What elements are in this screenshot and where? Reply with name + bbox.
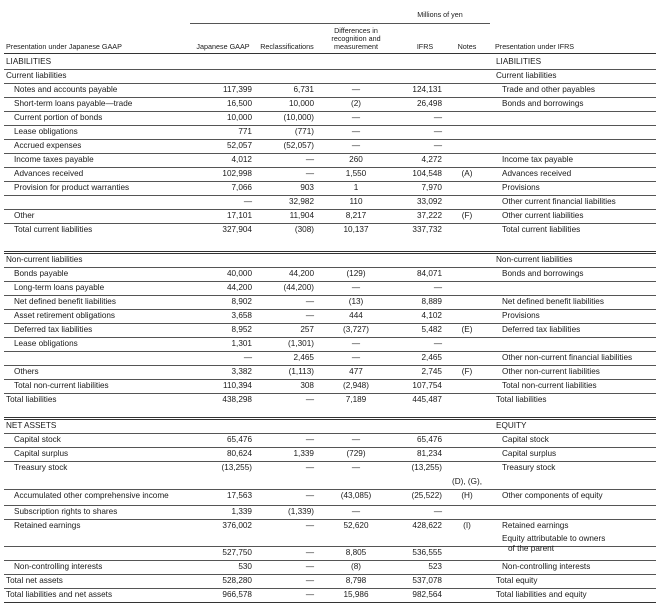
row-label-ifrs: Retained earnings — [502, 521, 569, 530]
value-reclass: 32,982 — [288, 197, 314, 206]
row-label-ifrs: Equity attributable to owners — [502, 534, 606, 543]
row-label-ifrs: Treasury stock — [502, 463, 556, 472]
value-diff: — — [351, 463, 361, 472]
row-label-jgaap: Total non-current liabilities — [14, 381, 109, 390]
row-label-ifrs: Total current liabilities — [502, 225, 581, 234]
value-diff: 1,550 — [345, 169, 367, 178]
value-jgaap: 17,563 — [226, 491, 252, 500]
value-reclass: — — [305, 491, 314, 500]
value-jgaap: 528,280 — [222, 576, 252, 585]
value-jgaap: — — [243, 197, 252, 206]
row-label-jgaap: Total current liabilities — [14, 225, 93, 234]
row-label-jgaap: Total net assets — [6, 576, 63, 585]
value-jgaap: 7,066 — [231, 183, 252, 192]
row-rule — [4, 209, 656, 210]
value-ifrs: (25,522) — [411, 491, 442, 500]
value-diff: 8,805 — [345, 548, 367, 557]
value-ifrs: — — [433, 141, 442, 150]
value-ifrs: — — [433, 113, 442, 122]
row-label-ifrs: Capital stock — [502, 435, 549, 444]
row-label-jgaap: Other — [14, 211, 35, 220]
value-ifrs: 124,131 — [412, 85, 442, 94]
row-label-ifrs: Other current liabilities — [502, 211, 584, 220]
value-ifrs: 33,092 — [416, 197, 442, 206]
row-label-ifrs: Provisions — [502, 311, 540, 320]
value-jgaap: 1,301 — [231, 339, 252, 348]
col-header-reclass: Reclassifications — [260, 42, 314, 51]
row-rule — [4, 153, 656, 154]
row-label-jgaap: Net defined benefit liabilities — [14, 297, 116, 306]
value-jgaap: 771 — [238, 127, 252, 136]
row-label-ifrs: Deferred tax liabilities — [502, 325, 581, 334]
row-label-ifrs: Current liabilities — [496, 71, 557, 80]
value-ifrs: 2,465 — [421, 353, 442, 362]
row-label-ifrs: Total liabilities and equity — [496, 590, 587, 599]
value-reclass: — — [305, 521, 314, 530]
row-label-jgaap: Others — [14, 367, 39, 376]
row-label-jgaap: Short-term loans payable—trade — [14, 99, 133, 108]
row-label-jgaap: Lease obligations — [14, 339, 78, 348]
row-label-ifrs: EQUITY — [496, 421, 527, 430]
row-label-jgaap: Current liabilities — [6, 71, 67, 80]
value-diff: (8) — [350, 562, 361, 571]
section-rule — [4, 251, 656, 252]
value-reclass: (308) — [294, 225, 314, 234]
row-label-ifrs: Total liabilities — [496, 395, 547, 404]
col-header-diff-2: recognition and — [331, 34, 381, 43]
value-jgaap: 110,394 — [223, 381, 252, 390]
value-reclass: — — [305, 548, 314, 557]
col-header-jgaap: Japanese GAAP — [196, 42, 250, 51]
row-label-jgaap: Accrued expenses — [14, 141, 82, 150]
value-ifrs: 5,482 — [421, 325, 442, 334]
value-reclass: (1,301) — [288, 339, 314, 348]
row-label-ifrs: Other components of equity — [502, 491, 603, 500]
value-ifrs: 445,487 — [412, 395, 442, 404]
row-label-jgaap: Non-current liabilities — [6, 255, 83, 264]
row-label-jgaap: Lease obligations — [14, 127, 78, 136]
value-notes: (A) — [461, 169, 473, 178]
value-jgaap: 8,902 — [231, 297, 252, 306]
row-label-jgaap: Capital stock — [14, 435, 61, 444]
row-label-jgaap: Advances received — [14, 169, 84, 178]
row-label-jgaap: NET ASSETS — [6, 421, 57, 430]
row-rule — [4, 519, 656, 520]
value-jgaap: 3,382 — [231, 367, 252, 376]
row-label-jgaap: Non-controlling interests — [14, 562, 103, 571]
value-ifrs: 523 — [428, 562, 442, 571]
value-reclass: (1,113) — [288, 367, 314, 376]
value-diff: 1 — [353, 183, 359, 192]
col-header-diff-1: Differences in — [334, 26, 378, 35]
value-ifrs: — — [433, 127, 442, 136]
value-diff: — — [351, 339, 361, 348]
value-ifrs: 536,555 — [412, 548, 442, 557]
value-reclass: — — [305, 169, 314, 178]
row-label-jgaap: Total liabilities — [6, 395, 57, 404]
col-header-right: Presentation under IFRS — [495, 42, 575, 51]
row-label-ifrs: Income tax payable — [502, 155, 574, 164]
value-jgaap: 16,500 — [226, 99, 252, 108]
value-jgaap: 438,298 — [222, 395, 252, 404]
row-rule — [4, 295, 656, 296]
row-label-jgaap: Provision for product warranties — [14, 183, 130, 192]
value-notes: (F) — [461, 211, 473, 220]
row-label-ifrs: Non-current liabilities — [496, 255, 573, 264]
value-jgaap: 527,750 — [222, 548, 252, 557]
row-label-ifrs: Other non-current liabilities — [502, 367, 600, 376]
row-rule — [4, 337, 656, 338]
row-rule — [4, 489, 656, 490]
value-ifrs: 65,476 — [416, 435, 442, 444]
row-label-jgaap: Current portion of bonds — [14, 113, 103, 122]
value-reclass: 44,200 — [288, 269, 314, 278]
value-reclass: — — [305, 395, 314, 404]
row-rule — [4, 433, 656, 434]
row-rule — [4, 111, 656, 112]
value-reclass: — — [305, 297, 314, 306]
value-jgaap: 10,000 — [226, 113, 252, 122]
value-diff: 15,986 — [343, 590, 369, 599]
row-rule — [4, 379, 656, 380]
value-reclass: 11,904 — [289, 211, 314, 220]
value-notes: (D), (G), — [451, 477, 482, 486]
value-diff: (43,085) — [340, 491, 372, 500]
row-label-jgaap: Bonds payable — [14, 269, 69, 278]
row-label-jgaap: Total liabilities and net assets — [6, 590, 113, 599]
value-diff: (13) — [348, 297, 364, 306]
value-ifrs: 37,222 — [416, 211, 442, 220]
row-label-jgaap: Retained earnings — [14, 521, 81, 530]
row-label-ifrs: Total equity — [496, 576, 538, 585]
row-label-jgaap: Long-term loans payable — [14, 283, 105, 292]
value-jgaap: 17,101 — [226, 211, 252, 220]
row-rule — [4, 309, 656, 310]
row-rule — [4, 574, 656, 575]
value-reclass: — — [305, 463, 314, 472]
row-label-jgaap: Asset retirement obligations — [14, 311, 116, 320]
value-ifrs: 84,071 — [416, 269, 442, 278]
value-notes: (I) — [463, 521, 471, 530]
value-jgaap: 65,476 — [226, 435, 252, 444]
value-reclass: — — [305, 576, 314, 585]
row-rule — [4, 97, 656, 98]
value-diff: (2) — [350, 99, 361, 108]
row-label-ifrs: Net defined benefit liabilities — [502, 297, 604, 306]
row-label-jgaap: Capital surplus — [14, 449, 69, 458]
value-reclass: (10,000) — [283, 113, 314, 122]
value-ifrs: — — [433, 283, 442, 292]
row-rule — [4, 223, 656, 224]
row-label-ifrs: Non-controlling interests — [502, 562, 591, 571]
col-header-ifrs: IFRS — [416, 42, 434, 51]
value-reclass: 10,000 — [288, 99, 314, 108]
value-ifrs: 982,564 — [412, 590, 442, 599]
row-label-ifrs: LIABILITIES — [496, 57, 542, 66]
row-rule — [4, 167, 656, 168]
value-diff: 8,798 — [345, 576, 367, 585]
row-rule — [4, 351, 656, 352]
row-rule — [4, 505, 656, 506]
value-diff: — — [351, 85, 361, 94]
value-ifrs: 104,548 — [412, 169, 442, 178]
value-reclass: — — [305, 311, 314, 320]
value-jgaap: — — [243, 353, 252, 362]
value-jgaap: 117,399 — [223, 85, 252, 94]
value-diff: — — [351, 435, 361, 444]
value-notes-cont: (H) — [461, 491, 473, 500]
row-label-ifrs: Bonds and borrowings — [502, 99, 584, 108]
row-label-ifrs: Advances received — [502, 169, 572, 178]
row-rule — [4, 83, 656, 84]
col-header-diff-3: measurement — [334, 42, 378, 51]
value-ifrs: 428,622 — [412, 521, 442, 530]
value-reclass: — — [305, 562, 314, 571]
value-jgaap: 3,658 — [231, 311, 252, 320]
row-rule — [4, 560, 656, 561]
value-diff: — — [351, 113, 361, 122]
value-ifrs: 26,498 — [416, 99, 442, 108]
value-jgaap: 52,057 — [226, 141, 252, 150]
row-rule — [4, 546, 656, 547]
col-header-left: Presentation under Japanese GAAP — [6, 42, 122, 51]
section-rule — [4, 419, 656, 420]
value-ifrs: 7,970 — [421, 183, 442, 192]
value-ifrs: — — [433, 339, 442, 348]
value-reclass: (771) — [294, 127, 314, 136]
value-diff: — — [351, 141, 361, 150]
value-ifrs: 8,889 — [421, 297, 442, 306]
units-rule — [190, 23, 490, 24]
value-diff: 260 — [349, 155, 363, 164]
value-jgaap: 4,012 — [231, 155, 252, 164]
section-rule — [4, 417, 656, 418]
value-reclass: (52,057) — [283, 141, 314, 150]
section-rule — [4, 253, 656, 254]
value-jgaap: 40,000 — [226, 269, 252, 278]
value-reclass: (1,339) — [288, 507, 314, 516]
row-rule — [4, 393, 656, 394]
row-label-ifrs: Capital surplus — [502, 449, 557, 458]
row-label-ifrs: Other non-current financial liabilities — [502, 353, 633, 362]
header-rule — [4, 53, 656, 54]
value-diff: (129) — [346, 269, 366, 278]
row-label-jgaap: LIABILITIES — [6, 57, 52, 66]
row-label-jgaap: Treasury stock — [14, 463, 68, 472]
value-ifrs: 4,102 — [421, 311, 442, 320]
value-reclass: — — [305, 155, 314, 164]
value-diff: 444 — [349, 311, 363, 320]
value-notes: (E) — [461, 325, 473, 334]
row-label-jgaap: Accumulated other comprehensive income — [14, 491, 169, 500]
row-rule — [4, 588, 656, 589]
value-ifrs: 337,732 — [412, 225, 442, 234]
value-diff: 10,137 — [343, 225, 369, 234]
col-header-notes: Notes — [457, 42, 477, 51]
value-notes: (F) — [461, 367, 473, 376]
value-ifrs: (13,255) — [411, 463, 442, 472]
value-diff: 477 — [349, 367, 363, 376]
value-jgaap: 44,200 — [226, 283, 252, 292]
value-ifrs: 81,234 — [416, 449, 442, 458]
section-rule — [4, 602, 656, 603]
row-rule — [4, 69, 656, 70]
row-label-ifrs: Provisions — [502, 183, 540, 192]
value-diff: 110 — [349, 197, 363, 206]
row-label-jgaap: Deferred tax liabilities — [14, 325, 93, 334]
value-jgaap: 966,578 — [222, 590, 252, 599]
row-rule — [4, 323, 656, 324]
value-reclass: 1,339 — [293, 449, 314, 458]
value-diff: — — [351, 283, 361, 292]
value-jgaap: 80,624 — [226, 449, 252, 458]
value-diff: — — [351, 507, 361, 516]
units-label: Millions of yen — [417, 10, 463, 19]
value-jgaap: 376,002 — [222, 521, 252, 530]
value-diff: — — [351, 127, 361, 136]
value-ifrs: 537,078 — [412, 576, 442, 585]
value-reclass: (44,200) — [283, 283, 314, 292]
value-jgaap: 327,904 — [222, 225, 252, 234]
row-label-ifrs: Other current financial liabilities — [502, 197, 616, 206]
value-reclass: — — [305, 435, 314, 444]
row-label-jgaap: Subscription rights to shares — [14, 507, 118, 516]
value-reclass: 6,731 — [293, 85, 314, 94]
value-diff: (729) — [346, 449, 366, 458]
value-reclass: 257 — [300, 325, 314, 334]
value-diff: 7,189 — [345, 395, 367, 404]
row-label-ifrs: Bonds and borrowings — [502, 269, 584, 278]
row-rule — [4, 139, 656, 140]
value-ifrs: — — [433, 507, 442, 516]
value-diff: — — [351, 353, 361, 362]
row-rule — [4, 125, 656, 126]
row-rule — [4, 267, 656, 268]
value-jgaap: 102,998 — [222, 169, 252, 178]
value-jgaap: (13,255) — [221, 463, 252, 472]
value-reclass: 2,465 — [293, 353, 314, 362]
value-reclass: 903 — [300, 183, 314, 192]
value-diff: 52,620 — [343, 521, 369, 530]
row-label-jgaap: Income taxes payable — [14, 155, 94, 164]
value-jgaap: 530 — [238, 562, 252, 571]
value-ifrs: 2,745 — [421, 367, 442, 376]
row-label-ifrs: Total non-current liabilities — [502, 381, 597, 390]
row-rule — [4, 447, 656, 448]
value-diff: 8,217 — [345, 211, 367, 220]
row-rule — [4, 365, 656, 366]
value-ifrs: 4,272 — [421, 155, 442, 164]
row-rule — [4, 281, 656, 282]
value-diff: (3,727) — [343, 325, 369, 334]
row-label-ifrs: Trade and other payables — [502, 85, 596, 94]
row-rule — [4, 461, 656, 462]
value-jgaap: 1,339 — [231, 507, 252, 516]
row-label-ifrs-cont: of the parent — [508, 544, 554, 553]
value-diff: (2,948) — [343, 381, 369, 390]
row-rule — [4, 181, 656, 182]
value-reclass: 308 — [300, 381, 314, 390]
row-label-jgaap: Notes and accounts payable — [14, 85, 118, 94]
value-reclass: — — [305, 590, 314, 599]
row-rule — [4, 195, 656, 196]
value-ifrs: 107,754 — [412, 381, 442, 390]
value-jgaap: 8,952 — [231, 325, 252, 334]
